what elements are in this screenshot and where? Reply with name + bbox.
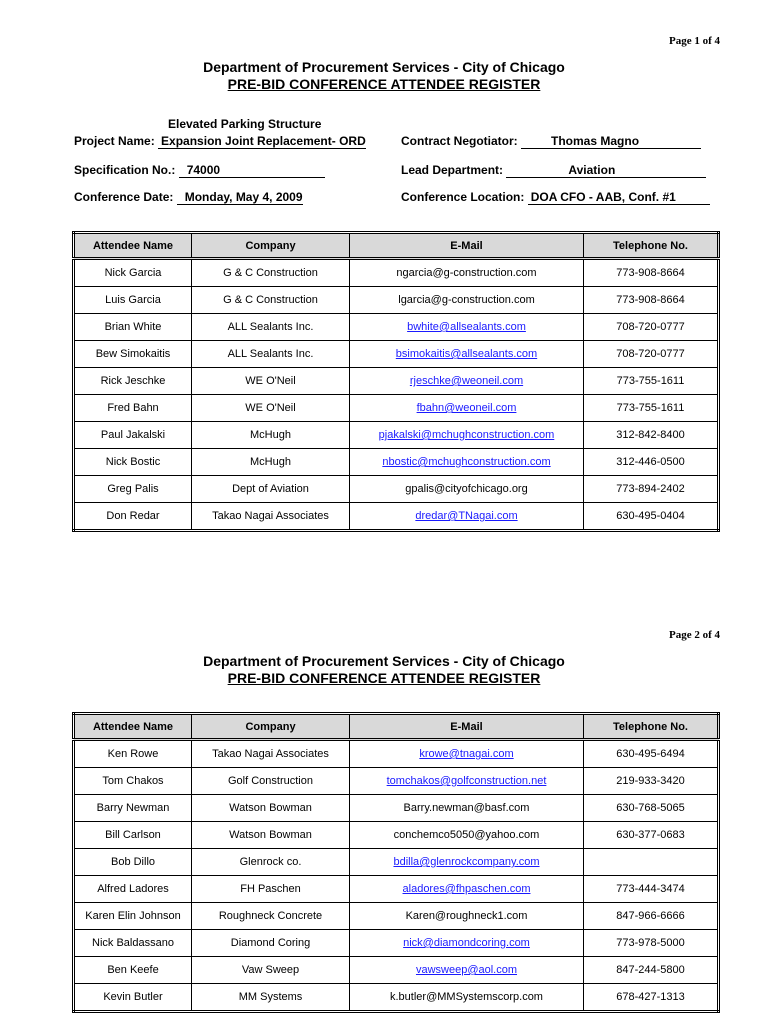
company-cell: G & C Construction: [192, 287, 350, 314]
table-row: [74, 314, 719, 341]
telephone-cell: 773-755-1611: [584, 368, 719, 395]
email-cell: [350, 314, 584, 341]
column-header-phone: Telephone No.: [584, 714, 719, 740]
attendee-name-cell: Ken Rowe: [74, 740, 192, 768]
table-row: [74, 984, 719, 1012]
table-row: [74, 849, 719, 876]
attendee-name-cell: Brian White: [74, 314, 192, 341]
email-cell: [350, 740, 584, 768]
attendee-table-page-2: [72, 712, 720, 1013]
attendee-name-cell: Nick Baldassano: [74, 930, 192, 957]
email-cell: [350, 930, 584, 957]
company-cell: Watson Bowman: [192, 822, 350, 849]
page-number: Page 1 of 4: [668, 35, 720, 47]
specification-value: 74000: [179, 163, 325, 178]
email-link[interactable]: bdilla@glenrockcompany.com: [393, 856, 540, 868]
telephone-cell: 773-978-5000: [584, 930, 719, 957]
table-row: [74, 287, 719, 314]
email-cell: [350, 368, 584, 395]
attendee-name-cell: Barry Newman: [74, 795, 192, 822]
attendee-name-cell: Nick Garcia: [74, 259, 192, 287]
table-row: [74, 503, 719, 531]
company-cell: Roughneck Concrete: [192, 903, 350, 930]
column-header-name: Attendee Name: [74, 714, 192, 740]
email-cell: [350, 957, 584, 984]
email-cell: k.butler@MMSystemscorp.com: [350, 984, 584, 1012]
table-row: [74, 876, 719, 903]
table-row: [74, 395, 719, 422]
company-cell: Takao Nagai Associates: [192, 740, 350, 768]
page-number: Page 2 of 4: [668, 629, 720, 641]
telephone-cell: 773-908-8664: [584, 287, 719, 314]
attendee-name-cell: Bill Carlson: [74, 822, 192, 849]
attendee-name-cell: Ben Keefe: [74, 957, 192, 984]
company-cell: Golf Construction: [192, 768, 350, 795]
contract-negotiator-field: [401, 134, 701, 149]
attendee-name-cell: Alfred Ladores: [74, 876, 192, 903]
email-link[interactable]: bwhite@allsealants.com: [407, 321, 526, 333]
title-line-2: PRE-BID CONFERENCE ATTENDEE REGISTER: [227, 670, 541, 686]
page-title: [0, 59, 768, 93]
project-name-label: Project Name:: [74, 134, 155, 148]
email-cell: [350, 876, 584, 903]
conference-date-label: Conference Date:: [74, 190, 174, 204]
company-cell: WE O'Neil: [192, 368, 350, 395]
attendee-name-cell: Karen Elin Johnson: [74, 903, 192, 930]
email-link[interactable]: tomchakos@golfconstruction.net: [386, 775, 547, 787]
email-cell: conchemco5050@yahoo.com: [350, 822, 584, 849]
table-row: [74, 768, 719, 795]
table-header-row: [74, 233, 719, 259]
company-cell: G & C Construction: [192, 259, 350, 287]
attendee-name-cell: Bew Simokaitis: [74, 341, 192, 368]
page-title: [0, 653, 768, 687]
telephone-cell: 708-720-0777: [584, 314, 719, 341]
lead-department-value: Aviation: [506, 163, 706, 178]
attendee-name-cell: Greg Palis: [74, 476, 192, 503]
telephone-cell: [584, 849, 719, 876]
email-cell: [350, 503, 584, 531]
telephone-cell: 708-720-0777: [584, 341, 719, 368]
table-row: [74, 740, 719, 768]
project-name-value: Expansion Joint Replacement- ORD: [158, 134, 366, 149]
specification-label: Specification No.:: [74, 163, 176, 177]
telephone-cell: 773-894-2402: [584, 476, 719, 503]
conference-location-label: Conference Location:: [401, 190, 525, 204]
attendee-name-cell: Nick Bostic: [74, 449, 192, 476]
column-header-phone: Telephone No.: [584, 233, 719, 259]
telephone-cell: 630-377-0683: [584, 822, 719, 849]
table-row: [74, 930, 719, 957]
table-row: [74, 476, 719, 503]
table-row: [74, 822, 719, 849]
company-cell: Diamond Coring: [192, 930, 350, 957]
attendee-name-cell: Luis Garcia: [74, 287, 192, 314]
telephone-cell: 312-842-8400: [584, 422, 719, 449]
email-link[interactable]: fbahn@weoneil.com: [416, 402, 517, 414]
email-link[interactable]: aladores@fhpaschen.com: [402, 883, 531, 895]
table-header-row: [74, 714, 719, 740]
contract-negotiator-label: Contract Negotiator:: [401, 134, 518, 148]
lead-department-field: [401, 163, 706, 178]
conference-location-field: [401, 190, 710, 205]
company-cell: McHugh: [192, 422, 350, 449]
company-cell: FH Paschen: [192, 876, 350, 903]
attendee-name-cell: Fred Bahn: [74, 395, 192, 422]
telephone-cell: 847-244-5800: [584, 957, 719, 984]
email-cell: ngarcia@g-construction.com: [350, 259, 584, 287]
email-link[interactable]: rjeschke@weoneil.com: [409, 375, 524, 387]
company-cell: Watson Bowman: [192, 795, 350, 822]
company-cell: Takao Nagai Associates: [192, 503, 350, 531]
email-cell: gpalis@cityofchicago.org: [350, 476, 584, 503]
email-cell: Karen@roughneck1.com: [350, 903, 584, 930]
company-cell: Dept of Aviation: [192, 476, 350, 503]
telephone-cell: 630-768-5065: [584, 795, 719, 822]
email-cell: [350, 768, 584, 795]
column-header-email: E-Mail: [350, 714, 584, 740]
table-row: [74, 903, 719, 930]
telephone-cell: 773-755-1611: [584, 395, 719, 422]
table-row: [74, 341, 719, 368]
conference-date-field: [74, 190, 303, 205]
email-link[interactable]: nbostic@mchughconstruction.com: [382, 456, 551, 468]
conference-date-value: Monday, May 4, 2009: [177, 190, 303, 205]
contract-negotiator-value: Thomas Magno: [521, 134, 701, 149]
project-name-field: [74, 134, 366, 149]
attendee-name-cell: Tom Chakos: [74, 768, 192, 795]
email-cell: [350, 395, 584, 422]
column-header-company: Company: [192, 714, 350, 740]
company-cell: McHugh: [192, 449, 350, 476]
attendee-name-cell: Rick Jeschke: [74, 368, 192, 395]
project-name-line-1: Elevated Parking Structure: [168, 117, 322, 131]
attendee-name-cell: Bob Dillo: [74, 849, 192, 876]
attendee-name-cell: Paul Jakalski: [74, 422, 192, 449]
email-link[interactable]: vawsweep@aol.com: [415, 964, 518, 976]
email-cell: [350, 449, 584, 476]
title-line-2: PRE-BID CONFERENCE ATTENDEE REGISTER: [227, 76, 541, 92]
company-cell: ALL Sealants Inc.: [192, 314, 350, 341]
table-row: [74, 422, 719, 449]
email-link[interactable]: bsimokaitis@allsealants.com: [395, 348, 538, 360]
email-cell: [350, 849, 584, 876]
conference-location-value: DOA CFO - AAB, Conf. #1: [528, 190, 710, 205]
company-cell: Glenrock co.: [192, 849, 350, 876]
email-cell: [350, 341, 584, 368]
column-header-name: Attendee Name: [74, 233, 192, 259]
specification-field: [74, 163, 325, 178]
column-header-company: Company: [192, 233, 350, 259]
telephone-cell: 219-933-3420: [584, 768, 719, 795]
email-cell: [350, 422, 584, 449]
email-link[interactable]: pjakalski@mchughconstruction.com: [378, 429, 555, 441]
table-row: [74, 449, 719, 476]
telephone-cell: 630-495-0404: [584, 503, 719, 531]
attendee-name-cell: Don Redar: [74, 503, 192, 531]
column-header-email: E-Mail: [350, 233, 584, 259]
email-link[interactable]: nick@diamondcoring.com: [403, 937, 530, 949]
telephone-cell: 312-446-0500: [584, 449, 719, 476]
title-line-1: Department of Procurement Services - City of Chicago: [203, 653, 565, 669]
email-link[interactable]: krowe@tnagai.com: [419, 748, 514, 760]
attendee-name-cell: Kevin Butler: [74, 984, 192, 1012]
table-row: [74, 368, 719, 395]
telephone-cell: 847-966-6666: [584, 903, 719, 930]
company-cell: ALL Sealants Inc.: [192, 341, 350, 368]
attendee-table-page-1: [72, 231, 720, 532]
telephone-cell: 773-444-3474: [584, 876, 719, 903]
lead-department-label: Lead Department:: [401, 163, 504, 177]
email-cell: Barry.newman@basf.com: [350, 795, 584, 822]
title-line-1: Department of Procurement Services - City of Chicago: [203, 59, 565, 75]
company-cell: Vaw Sweep: [192, 957, 350, 984]
company-cell: WE O'Neil: [192, 395, 350, 422]
email-cell: lgarcia@g-construction.com: [350, 287, 584, 314]
table-row: [74, 957, 719, 984]
telephone-cell: 630-495-6494: [584, 740, 719, 768]
telephone-cell: 678-427-1313: [584, 984, 719, 1012]
table-row: [74, 259, 719, 287]
company-cell: MM Systems: [192, 984, 350, 1012]
table-row: [74, 795, 719, 822]
telephone-cell: 773-908-8664: [584, 259, 719, 287]
email-link[interactable]: dredar@TNagai.com: [415, 510, 518, 522]
